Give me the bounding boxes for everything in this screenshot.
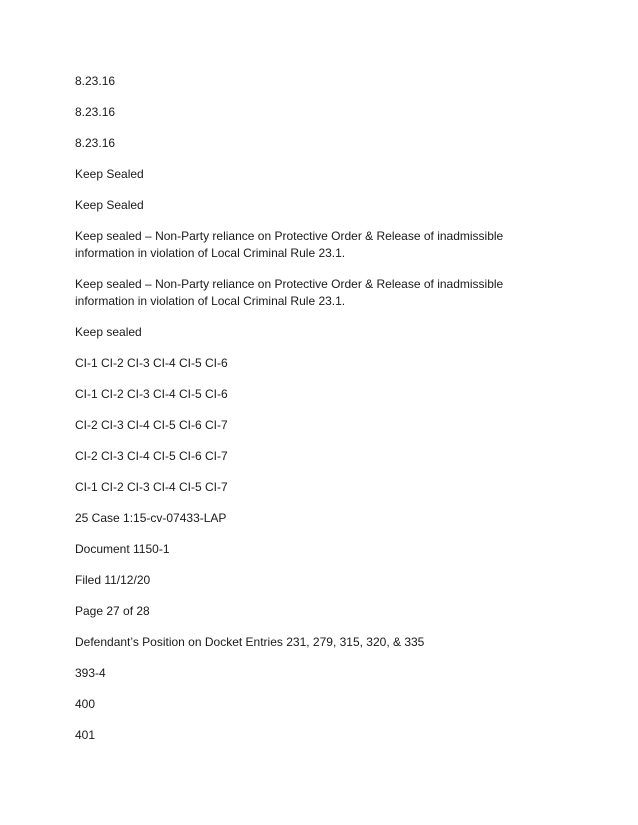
paragraph-entry-400: 400: [75, 697, 96, 711]
paragraph-date-3: 8.23.16: [75, 136, 116, 150]
paragraph-keep-sealed-1: Keep Sealed: [75, 167, 144, 181]
paragraph-page-number: Page 27 of 28: [75, 604, 150, 618]
paragraph-keep-sealed-2: Keep Sealed: [75, 198, 144, 212]
paragraph-document-number: Document 1150-1: [75, 542, 170, 556]
paragraph-date-1: 8.23.16: [75, 74, 116, 88]
paragraph-protective-order-1: Keep sealed – Non-Party reliance on Protective Order & Release of inadmissible information in violation of Local Criminal Rule 23.1.: [75, 229, 504, 260]
paragraph-case-number: 25 Case 1:15-cv-07433-LAP: [75, 511, 227, 525]
paragraph-protective-order-2: Keep sealed – Non-Party reliance on Protective Order & Release of inadmissible information in violation of Local Criminal Rule 23.1.: [75, 277, 504, 308]
paragraph-ci-list-4: CI-2 CI-3 CI-4 CI-5 CI-6 CI-7: [75, 449, 228, 463]
paragraph-ci-list-2: CI-1 CI-2 CI-3 CI-4 CI-5 CI-6: [75, 387, 228, 401]
paragraph-keep-sealed-3: Keep sealed: [75, 325, 142, 339]
paragraph-date-2: 8.23.16: [75, 105, 116, 119]
paragraph-entry-401: 401: [75, 728, 96, 742]
paragraph-ci-list-1: CI-1 CI-2 CI-3 CI-4 CI-5 CI-6: [75, 356, 228, 370]
paragraph-ci-list-3: CI-2 CI-3 CI-4 CI-5 CI-6 CI-7: [75, 418, 228, 432]
paragraph-defendant-position: Defendant’s Position on Docket Entries 231, 279, 315, 320, & 335: [75, 635, 425, 649]
paragraph-entry-393-4: 393-4: [75, 666, 106, 680]
paragraph-filed-date: Filed 11/12/20: [75, 573, 151, 587]
paragraph-ci-list-5: CI-1 CI-2 CI-3 CI-4 CI-5 CI-7: [75, 480, 228, 494]
document-body: [75, 73, 565, 758]
